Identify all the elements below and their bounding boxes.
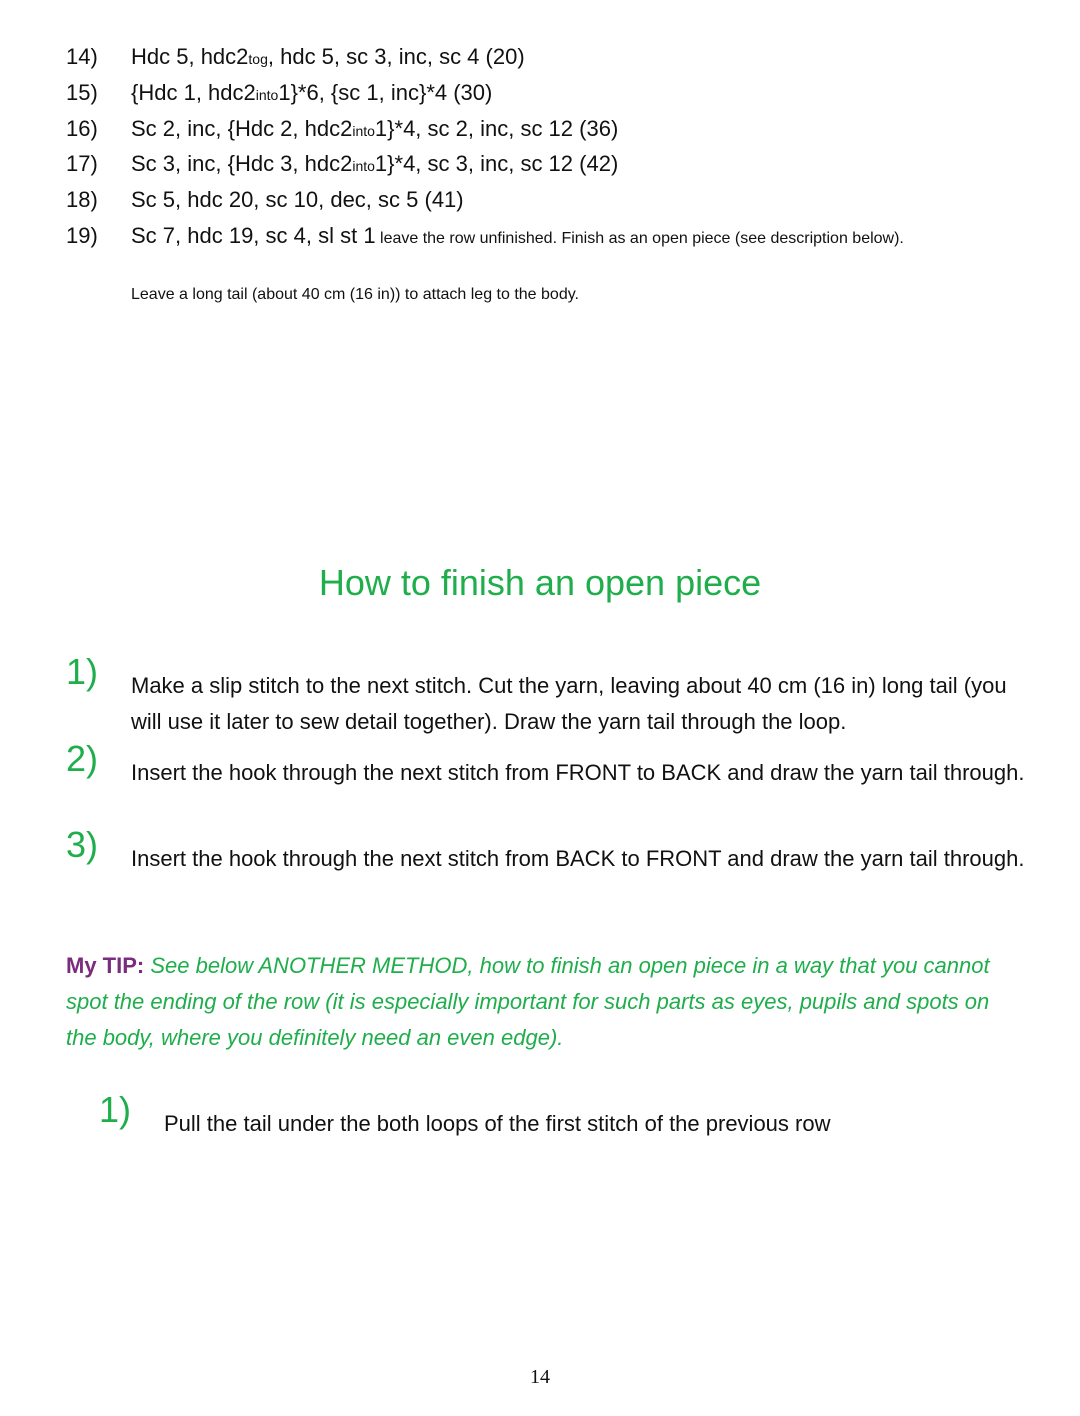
row-subscript: tog [248, 51, 268, 67]
row-number: 15) [66, 79, 98, 105]
step-text: Pull the tail under the both loops of the first stitch of the previous row [164, 1111, 831, 1136]
row-text-part: , hdc 5, sc 3, inc, sc 4 (20) [267, 44, 525, 69]
row-instructions [131, 44, 525, 70]
section-title: How to finish an open piece [318, 562, 762, 603]
row-number: 18) [66, 187, 98, 213]
row-text-part: {Hdc 1, hdc2 [131, 79, 256, 105]
tip-paragraph [66, 948, 1006, 1056]
pattern-rows [66, 44, 1026, 259]
pattern-row [66, 80, 1026, 116]
row-instructions [131, 80, 492, 106]
row-text-part: 1}*6, {sc 1, inc}*4 (30) [278, 79, 493, 105]
row-text-part: Hdc 5, hdc2 [131, 44, 249, 69]
row-instructions [131, 116, 618, 142]
pattern-row [66, 187, 1026, 223]
step-text: Insert the hook through the next stitch from BACK to FRONT and draw the yarn tail through. [131, 846, 1025, 871]
row-number: 19) [66, 222, 98, 248]
step-text: Make a slip stitch to the next stitch. Cut the yarn, leaving about 40 cm (16 in) long tail (you will use it later to sew detail together). Draw the yarn tail through the loop. [131, 673, 1007, 734]
row-subscript: into [352, 158, 375, 175]
page-number: 14 [530, 1366, 550, 1388]
row-text-part: Sc 2, inc, {Hdc 2, hdc2 [131, 115, 353, 141]
tail-note: Leave a long tail (about 40 cm (16 in)) to attach leg to the body. [131, 286, 579, 303]
row-number: 14) [66, 44, 98, 69]
row-instructions: Sc 5, hdc 20, sc 10, dec, sc 5 (41) [131, 187, 464, 213]
row-subscript: into [352, 122, 375, 139]
step-number: 2) [66, 738, 99, 779]
row-instructions [131, 223, 904, 249]
row-subscript: into [255, 86, 279, 103]
row-number: 17) [66, 151, 98, 177]
row-text-part: 1}*4, sc 2, inc, sc 12 (36) [374, 115, 619, 141]
pattern-row [66, 116, 1026, 152]
row-text-part: 1}*4, sc 3, inc, sc 12 (42) [374, 151, 619, 177]
row-text-part: Sc 3, inc, {Hdc 3, hdc2 [131, 151, 353, 177]
pattern-row [66, 151, 1026, 187]
row-instructions [131, 151, 618, 177]
tip-text: See below ANOTHER METHOD, how to finish an open piece in a way that you cannot spot the ending of the row (it is especially important for such parts as eyes, pupils and spots on the body, where you definitely need an even edge). [66, 953, 990, 1050]
step-number: 1) [66, 651, 99, 692]
pattern-row [66, 223, 1026, 259]
row-number: 16) [66, 115, 98, 141]
tip-label: My TIP: [66, 953, 145, 978]
row-note: leave the row unfinished. Finish as an open piece (see description below). [375, 229, 904, 247]
row-text-part: Sc 7, hdc 19, sc 4, sl st 1 [131, 222, 376, 248]
pattern-row [66, 44, 1026, 80]
step-number: 3) [66, 824, 99, 865]
step-number: 1) [99, 1089, 132, 1130]
step-text: Insert the hook through the next stitch from FRONT to BACK and draw the yarn tail through. [131, 760, 1025, 785]
